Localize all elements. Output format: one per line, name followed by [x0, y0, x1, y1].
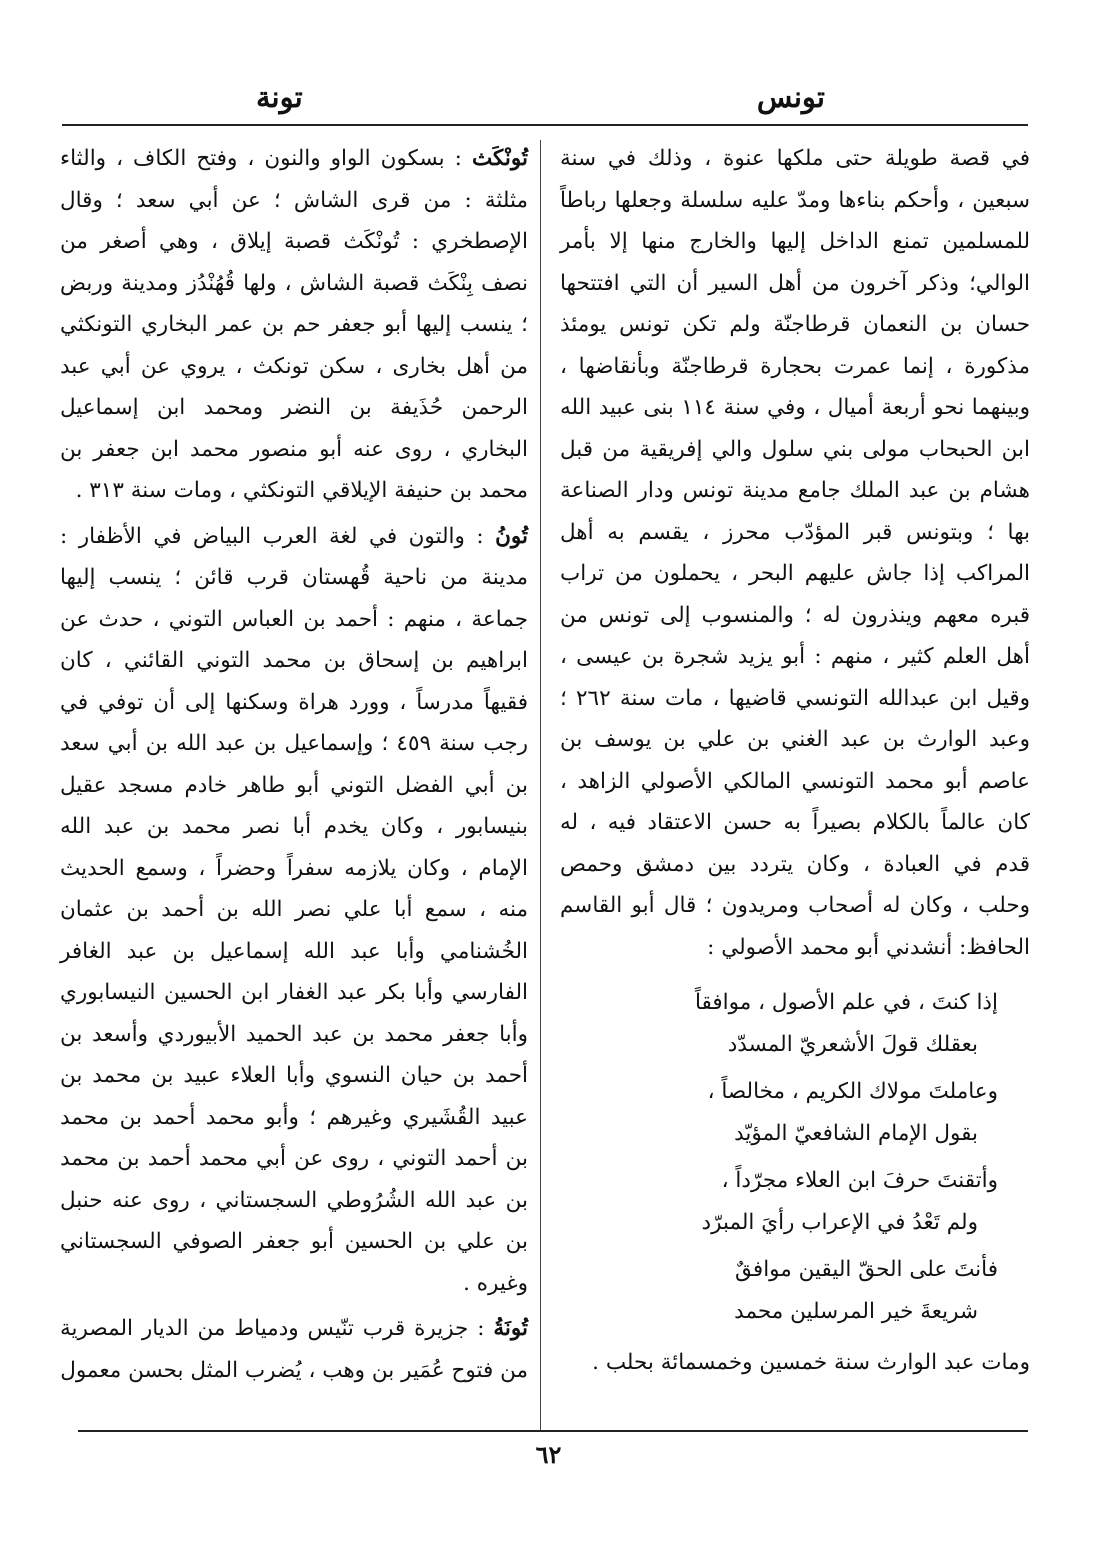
entry-body: : والتون في لغة العرب البياض في الأظفار : مدينة من ناحية قُهستان قرب قائن ؛ ينسب إليها جماعة ، منهم : أحمد بن العباس التوني ، حدث عن ابراهيم بن إسحاق بن محمد التوني القائني ، كان فقيهاً مدرساً ، وورد هراة وسكنها إلى أن توفي في رجب سنة ٤٥٩ ؛ وإسماعيل بن عبد الله بن أبي سعد بن أبي الفضل التوني أبو طاهر خادم مسجد عقيل بنيسابور ، وكان يخدم أبا نصر محمد بن عبد الله الإمام ، وكان يلازمه سفراً وحضراً ، وسمع الحديث منه ، سمع أبا علي نصر الله بن أحمد بن عثمان الخُشنامي وأبا عبد الله إسماعيل بن عبد الغافر الفارسي وأبا بكر عبد الغفار ابن الحسين النيسابوري وأبا جعفر محمد بن عبد الحميد الأبيوردي وأسعد بن أحمد بن حيان النسوي وأبا العلاء عبيد بن محمد بن عبيد القُشَيري وغيرهم ؛ وأبو محمد أحمد بن محمد بن أحمد التوني ، روى عن أبي محمد أحمد بن محمد بن عبد الله الشُرُوطي السجستاني ، روى عنه حنبل بن علي بن الحسين أبو جعفر الصوفي السجستاني وغيره .: [60, 523, 529, 1296]
poem-verse: بعقلك قولَ الأشعريّ المسدّد: [727, 1031, 978, 1057]
entry-tuna: [60, 1308, 528, 1391]
headword: تُونُ: [495, 523, 528, 549]
poem-verse: ولم تَعْدُ في الإعراب رأيَ المبرّد: [701, 1209, 978, 1235]
column-divider: [540, 140, 541, 1430]
left-column: [60, 138, 528, 1391]
headword: تُونْكَث: [471, 146, 528, 171]
entry-tun: [60, 516, 528, 1305]
poem: [560, 982, 1030, 1332]
right-paragraph: في قصة طويلة حتى ملكها عنوة ، وذلك في سنة سبعين ، وأحكم بناءها ومدّ عليه سلسلة وجعلها رباطاً للمسلمين تمنع الداخل إليها والخارج منها إلا بأمر الوالي؛ وذكر آخرون من أهل السير أن التي افتتحها حسان بن النعمان قرطاجنّة ولم تكن تونس يومئذ مذكورة ، إنما عمرت بحجارة قرطاجنّة وبأنقاضها ، وبينهما نحو أربعة أميال ، وفي سنة ١١٤ بنى عبيد الله ابن الحبحاب مولى بني سلول والي إفريقية من قبل هشام بن عبد الملك جامع مدينة تونس ودار الصناعة بها ؛ وبتونس قبر المؤدّب محرز ، يقسم به أهل المراكب إذا جاش عليهم البحر ، يحملون من تراب قبره معهم وينذرون له ؛ والمنسوب إلى تونس من أهل العلم كثير ، منهم : أبو يزيد شجرة بن عيسى ، وقيل ابن عبدالله التونسي قاضيها ، مات سنة ٢٦٢ ؛ وعبد الوارث بن عبد الغني بن علي بن يوسف بن عاصم أبو محمد التونسي المالكي الأصولي الزاهد ، كان عالماً بالكلام بصيراً به حسن الاعتقاد فيه ، له قدم في العبادة ، وكان يتردد بين دمشق وحمص وحلب ، وكان له أصحاب ومريدون ؛ قال أبو القاسم الحافظ: أنشدني أبو محمد الأصولي :: [560, 146, 1031, 960]
headword: تُونَةُ: [493, 1316, 528, 1341]
footer-rule: [78, 1430, 1028, 1432]
closing-line: ومات عبد الوارث سنة خمسين وخمسمائة بحلب .: [592, 1350, 1030, 1375]
entry-body: : جزيرة قرب تنّيس ودمياط من الديار المصرية من فتوح عُمَير بن وهب ، يُضرب المثل بحسن معمول: [60, 1316, 528, 1383]
entry-body: : بسكون الواو والنون ، وفتح الكاف ، والثاء مثلثة : من قرى الشاش ؛ عن أبي سعد ؛ وقال الإصطخري : تُونْكَث قصبة إيلاق ، وهي أصغر من نصف بِنْكَث قصبة الشاش ، ولها قُهُنْدُز ومدينة وربض ؛ ينسب إليها أبو جعفر حم بن عمر البخاري التونكثي من أهل بخارى ، سكن تونكث ، يروي عن أبي عبد الرحمن حُذَيفة بن النضر ومحمد ابن إسماعيل البخاري ، روى عنه أبو منصور محمد ابن جعفر بن محمد بن حنيفة الإيلاقي التونكثي ، ومات سنة ٣١٣ .: [60, 146, 528, 503]
page-number: ٦٢: [535, 1440, 562, 1469]
poem-verse: وعاملتَ مولاك الكريم ، مخالصاً ،: [707, 1079, 998, 1104]
poem-verse: بقول الإمام الشافعيّ المؤيّد: [734, 1120, 978, 1146]
running-header-right: تونس: [756, 80, 825, 114]
poem-verse: إذا كنتَ ، في علم الأصول ، موافقاً: [694, 990, 998, 1015]
running-header-left: تونة: [256, 80, 303, 114]
poem-verse: فأنتَ على الحقّ اليقين موافقٌ: [734, 1257, 998, 1282]
entry-tunkath: [60, 138, 528, 512]
header-rule: [62, 124, 1028, 126]
poem-verse: وأتقنتَ حرفَ ابن العلاء مجرّداً ،: [721, 1168, 998, 1193]
poem-verse: شريعةَ خير المرسلين محمد: [734, 1298, 978, 1324]
right-column: [560, 138, 1030, 1384]
